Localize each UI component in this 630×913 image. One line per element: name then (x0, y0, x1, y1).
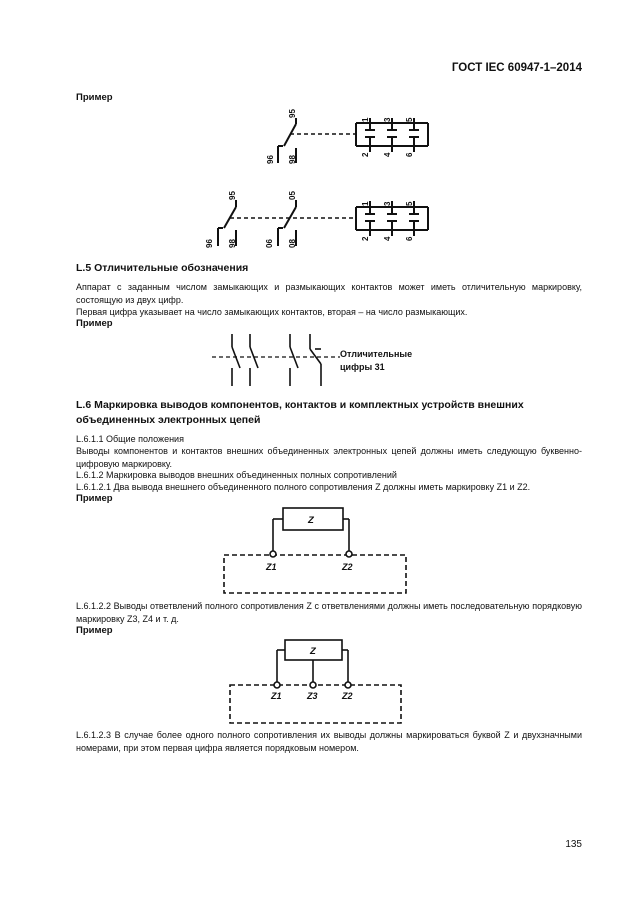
term-96-bot: 96 (205, 239, 214, 248)
terminal-z3-b: Z3 (307, 691, 318, 701)
example-label-1: Пример (76, 92, 113, 103)
term-95-bot: 95 (228, 191, 237, 200)
term-06-bot: 06 (265, 239, 274, 248)
pole-4-bot: 4 (383, 236, 392, 241)
pole-5-top: 5 (405, 117, 414, 122)
section-l612-heading: L.6.1.2 Маркировка выводов внешних объединенных полных сопротивлений (76, 470, 397, 480)
section-l5-paragraph-2: Первая цифра указывает на число замыкающих контактов, вторая – на число размыкающих. (76, 307, 468, 317)
example-label-3: Пример (76, 493, 113, 504)
distinguishing-label-2: цифры 31 (340, 362, 385, 372)
pole-1-bot: 1 (361, 201, 370, 206)
section-l6121-text: L.6.1.2.1 Два вывода внешнего объединенного полного сопротивления Z должны иметь маркировку Z1 и Z2. (76, 482, 531, 492)
section-l611-heading: L.6.1.1 Общие положения (76, 434, 184, 444)
pole-2-bot: 2 (361, 236, 370, 241)
example-label-4: Пример (76, 625, 113, 636)
terminal-z1-a: Z1 (266, 562, 277, 572)
term-98-top: 98 (288, 155, 297, 164)
document-header: ГОСТ IEC 60947-1–2014 (451, 62, 582, 74)
pole-6-top: 6 (405, 152, 414, 157)
z-box-label-1: Z (308, 515, 314, 526)
pole-4-top: 4 (383, 152, 392, 157)
section-l6-title: L.6 Маркировка выводов компонентов, контактов и комплектных устройств внешних объединенных электронных цепей (76, 399, 524, 426)
section-l611-text: Выводы компонентов и контактов внешних объединенных электронных цепей должны иметь следующую буквенно-цифровую маркировку. (76, 446, 582, 469)
terminal-z1-b: Z1 (271, 691, 282, 701)
pole-3-top: 3 (383, 117, 392, 122)
page-number: 135 (565, 839, 582, 850)
term-05-bot: 05 (288, 191, 297, 200)
distinguishing-label-1: Отличительные (340, 349, 413, 359)
term-98-bot: 98 (228, 239, 237, 248)
terminal-z2-b: Z2 (342, 691, 353, 701)
section-l5-title: L.5 Отличительные обозначения (76, 262, 249, 274)
z-box-label-2: Z (310, 646, 316, 657)
example-label-2: Пример (76, 318, 113, 329)
term-96-top: 96 (266, 155, 275, 164)
pole-1-top: 1 (361, 117, 370, 122)
term-95-top: 95 (288, 109, 297, 118)
section-l6123-text: L.6.1.2.3 В случае более одного полного сопротивления их выводы должны маркироваться буквой Z и двухзначными номерами, при этом первая цифра является порядковым номером. (76, 730, 582, 753)
term-08-bot: 08 (288, 239, 297, 248)
pole-3-bot: 3 (383, 201, 392, 206)
section-l5-paragraph-1: Аппарат с заданным числом замыкающих и размыкающих контактов может иметь отличительную маркировку, состоящую из двух цифр. (76, 282, 582, 305)
pole-2-top: 2 (361, 152, 370, 157)
terminal-z2-a: Z2 (342, 562, 353, 572)
section-l6122-text: L.6.1.2.2 Выводы ответвлений полного сопротивления Z с ответвлениями должны иметь последовательную порядковую маркировку Z3, Z4 и т. д. (76, 601, 582, 624)
pole-5-bot: 5 (405, 201, 414, 206)
pole-6-bot: 6 (405, 236, 414, 241)
